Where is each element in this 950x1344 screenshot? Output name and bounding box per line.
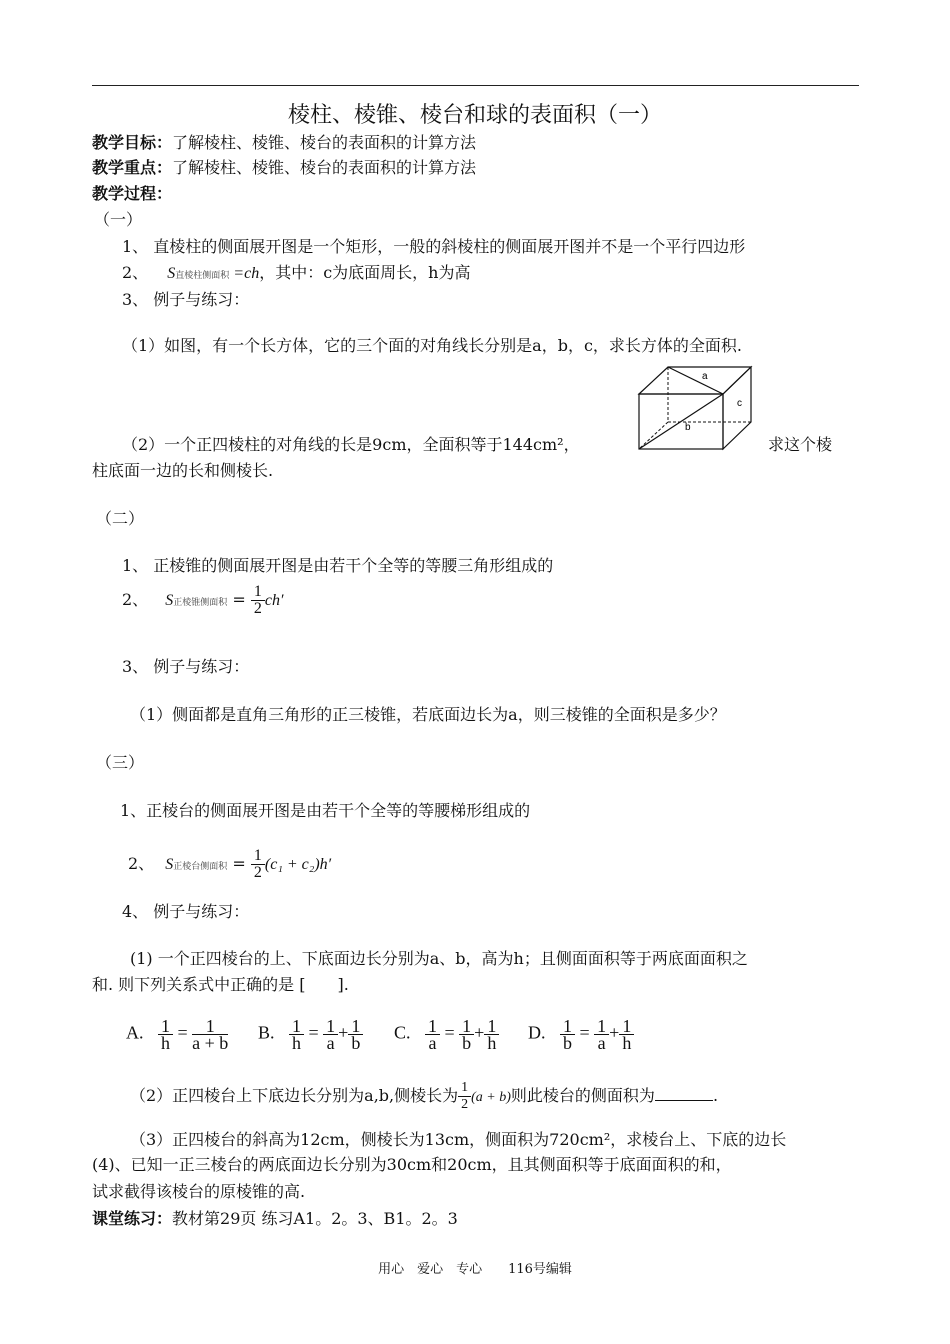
choice-c: C. $\frac{1}{a}$ = $\frac{1}{b}$ + $\frac{1}{h}$ [394, 1018, 499, 1051]
s2-formula-sub: 正棱锥侧面积 [173, 598, 228, 608]
key-label: 教学重点： [92, 158, 173, 177]
choice-c-r1-num: 1 [459, 1018, 474, 1035]
s2-fraction [251, 584, 265, 617]
s3-item-2 [128, 848, 331, 881]
practice-text: 教材第29页 练习A1。2。3、B1。2。3 [172, 1209, 458, 1228]
s2-formula-s: S [165, 592, 174, 609]
choice-b-r2 [348, 1018, 363, 1051]
choice-d-r2-den: h [622, 1033, 632, 1053]
choice-d-r1-num: 1 [594, 1018, 609, 1035]
s3-fraction [251, 848, 265, 881]
s2-item-2 [122, 584, 284, 617]
s3-example-2 [130, 1080, 718, 1113]
choice-a-label: A. [126, 1022, 144, 1043]
s2-frac-den: 2 [253, 600, 262, 617]
page-title: 棱柱、棱锥、棱台和球的表面积（一） [287, 103, 662, 128]
fig-label-b: b [685, 422, 691, 433]
teaching-goal [92, 130, 476, 153]
section-1-heading: （一） [94, 210, 143, 229]
practice-label: 课堂练习： [92, 1209, 173, 1228]
fig-label-c: c [737, 398, 742, 409]
s2-frac-num: 1 [251, 584, 265, 601]
hidden-edge-2 [639, 422, 668, 449]
choice-d-r1-den: a [597, 1033, 606, 1053]
s1-formula-sub: 直棱柱侧面积 [175, 271, 230, 281]
choice-b-left [289, 1018, 304, 1051]
choice-c-r2-num: 1 [484, 1018, 499, 1035]
choice-d-left [560, 1018, 575, 1051]
s3-example-2-text-b: 则此棱台的侧面积为 [510, 1086, 655, 1105]
s3-formula-tail: (c₁ + c₂)h′ [264, 856, 332, 873]
ex2-frac-den: 2 [461, 1097, 469, 1112]
choice-c-r1 [459, 1018, 474, 1051]
ex2-frac-num: 1 [458, 1080, 471, 1097]
choice-b-r2-den: b [351, 1033, 361, 1053]
page-footer: 用心 爱心 专心 116号编辑 [378, 1262, 572, 1277]
choice-b-left-den: h [292, 1033, 302, 1053]
s1-formula: =ch [233, 265, 260, 282]
s2-formula-tail: ch′ [264, 592, 284, 609]
s2-item-2-num: 2、 [122, 590, 149, 609]
s3-example-1-line1: (1) 一个正四棱台的上、下底面边长分别为a、b，高为h；且侧面面积等于两底面面积之 [130, 949, 748, 968]
s3-example-4-line2: 试求截得该棱台的原棱锥的高. [92, 1182, 306, 1201]
s3-item-4: 4、 例子与练习： [122, 902, 250, 921]
s1-example-2-line2: 柱底面一边的长和侧棱长. [92, 461, 274, 480]
s3-formula-sub: 正棱台侧面积 [173, 862, 228, 872]
choice-c-r1-den: b [462, 1033, 472, 1053]
goal-label: 教学目标： [92, 133, 173, 152]
choice-d-r2 [619, 1018, 634, 1051]
diagonal-a [668, 367, 723, 394]
choice-a-right-num: 1 [192, 1018, 228, 1035]
answer-blank [655, 1086, 713, 1101]
s3-example-4-line1: (4)、已知一正三棱台的两底面边长分别为30cm和20cm，且其侧面积等于底面面积的和， [92, 1155, 732, 1174]
choice-b-r1-num: 1 [323, 1018, 338, 1035]
s1-item-2-text: ，其中：c为底面周长，h为高 [259, 263, 471, 282]
choice-b-r1 [323, 1018, 338, 1051]
header-rule [92, 85, 859, 86]
choice-c-left-den: a [428, 1033, 437, 1053]
choice-c-r2-den: h [487, 1033, 497, 1053]
choice-c-left [425, 1018, 440, 1051]
s3-frac-num: 1 [251, 848, 265, 865]
choice-d-left-den: b [563, 1033, 572, 1053]
s3-example-2-paren: (a + b) [471, 1090, 511, 1105]
choice-a-left-den: h [161, 1033, 170, 1053]
s3-example-1-line2: 和. 则下列关系式中正确的是 [ ]. [92, 975, 349, 994]
s1-item-3: 3、 例子与练习： [122, 290, 250, 309]
s3-example-2-end: . [712, 1086, 719, 1105]
s3-example-3: （3）正四棱台的斜高为12cm，侧棱长为13cm，侧面积为720cm²，求棱台上、下底的边长 [130, 1130, 787, 1149]
section-2-heading: （二） [96, 509, 145, 528]
s3-example-2-text-a: （2）正四棱台上下底边长分别为a,b,侧棱长为 [130, 1086, 459, 1105]
s1-example-2-line1: （2）一个正四棱柱的对角线的长是9cm，全面积等于144cm²， [122, 435, 580, 454]
s2-example-1: （1）侧面都是直角三角形的正三棱锥，若底面边长为a，则三棱锥的全面积是多少？ [130, 705, 726, 724]
s1-item-2 [122, 260, 470, 283]
choice-d-label: D. [528, 1022, 546, 1043]
s1-formula-s: S [167, 265, 176, 282]
section-3-heading: （三） [96, 753, 145, 772]
choice-b-label: B. [258, 1022, 275, 1043]
choice-c-label: C. [394, 1022, 411, 1043]
choice-c-r2 [484, 1018, 499, 1051]
s3-formula-s: S [165, 856, 174, 873]
choice-d-r1 [594, 1018, 609, 1051]
s3-eq: = [232, 854, 246, 873]
choice-d-left-num: 1 [560, 1018, 575, 1035]
s2-item-1: 1、 正棱锥的侧面展开图是由若干个全等的等腰三角形组成的 [122, 556, 554, 575]
s3-item-2-num: 2、 [128, 854, 155, 873]
s3-example-2-fraction [458, 1080, 471, 1113]
choice-a-right [192, 1018, 228, 1051]
process-label: 教学过程： [92, 184, 173, 203]
s3-frac-den: 2 [253, 864, 262, 881]
choice-b-left-num: 1 [289, 1018, 304, 1035]
choice-a: A. $\frac{1}{h}$ = $\frac{1}{a + b}$ [126, 1016, 229, 1053]
choice-d: D. $\frac{1}{b}$ = $\frac{1}{a}$ + $\frac{1}{h}$ [528, 1018, 634, 1051]
s3-item-1: 1、正棱台的侧面展开图是由若干个全等的等腰梯形组成的 [120, 801, 531, 820]
choice-b-r1-den: a [326, 1033, 335, 1053]
class-practice [92, 1206, 458, 1229]
choice-c-left-num: 1 [425, 1018, 440, 1035]
s2-item-3: 3、 例子与练习： [122, 657, 250, 676]
goal-text: 了解棱柱、棱锥、棱台的表面积的计算方法 [172, 133, 477, 152]
s1-example-1: （1）如图，有一个长方体，它的三个面的对角线长分别是a，b，c，求长方体的全面积. [122, 336, 743, 355]
cuboid-figure [636, 364, 754, 452]
choice-b-r2-num: 1 [348, 1018, 363, 1035]
key-text: 了解棱柱、棱锥、棱台的表面积的计算方法 [172, 158, 477, 177]
choice-b: B. $\frac{1}{h}$ = $\frac{1}{a}$ + $\frac{1}{b}$ [258, 1018, 363, 1051]
choice-a-left-num: 1 [158, 1018, 173, 1035]
fig-label-a: a [702, 371, 708, 382]
choice-a-right-den: a + b [192, 1033, 229, 1053]
choice-d-r2-num: 1 [619, 1018, 634, 1035]
s1-item-2-num: 2、 [122, 263, 149, 282]
choice-a-left [158, 1018, 173, 1051]
s2-eq: = [232, 590, 246, 609]
teaching-focus [92, 155, 476, 178]
s1-item-1: 1、 直棱柱的侧面展开图是一个矩形，一般的斜棱柱的侧面展开图并不是一个平行四边形 [122, 237, 746, 256]
s1-example-2-tail: 求这个棱 [768, 435, 833, 454]
